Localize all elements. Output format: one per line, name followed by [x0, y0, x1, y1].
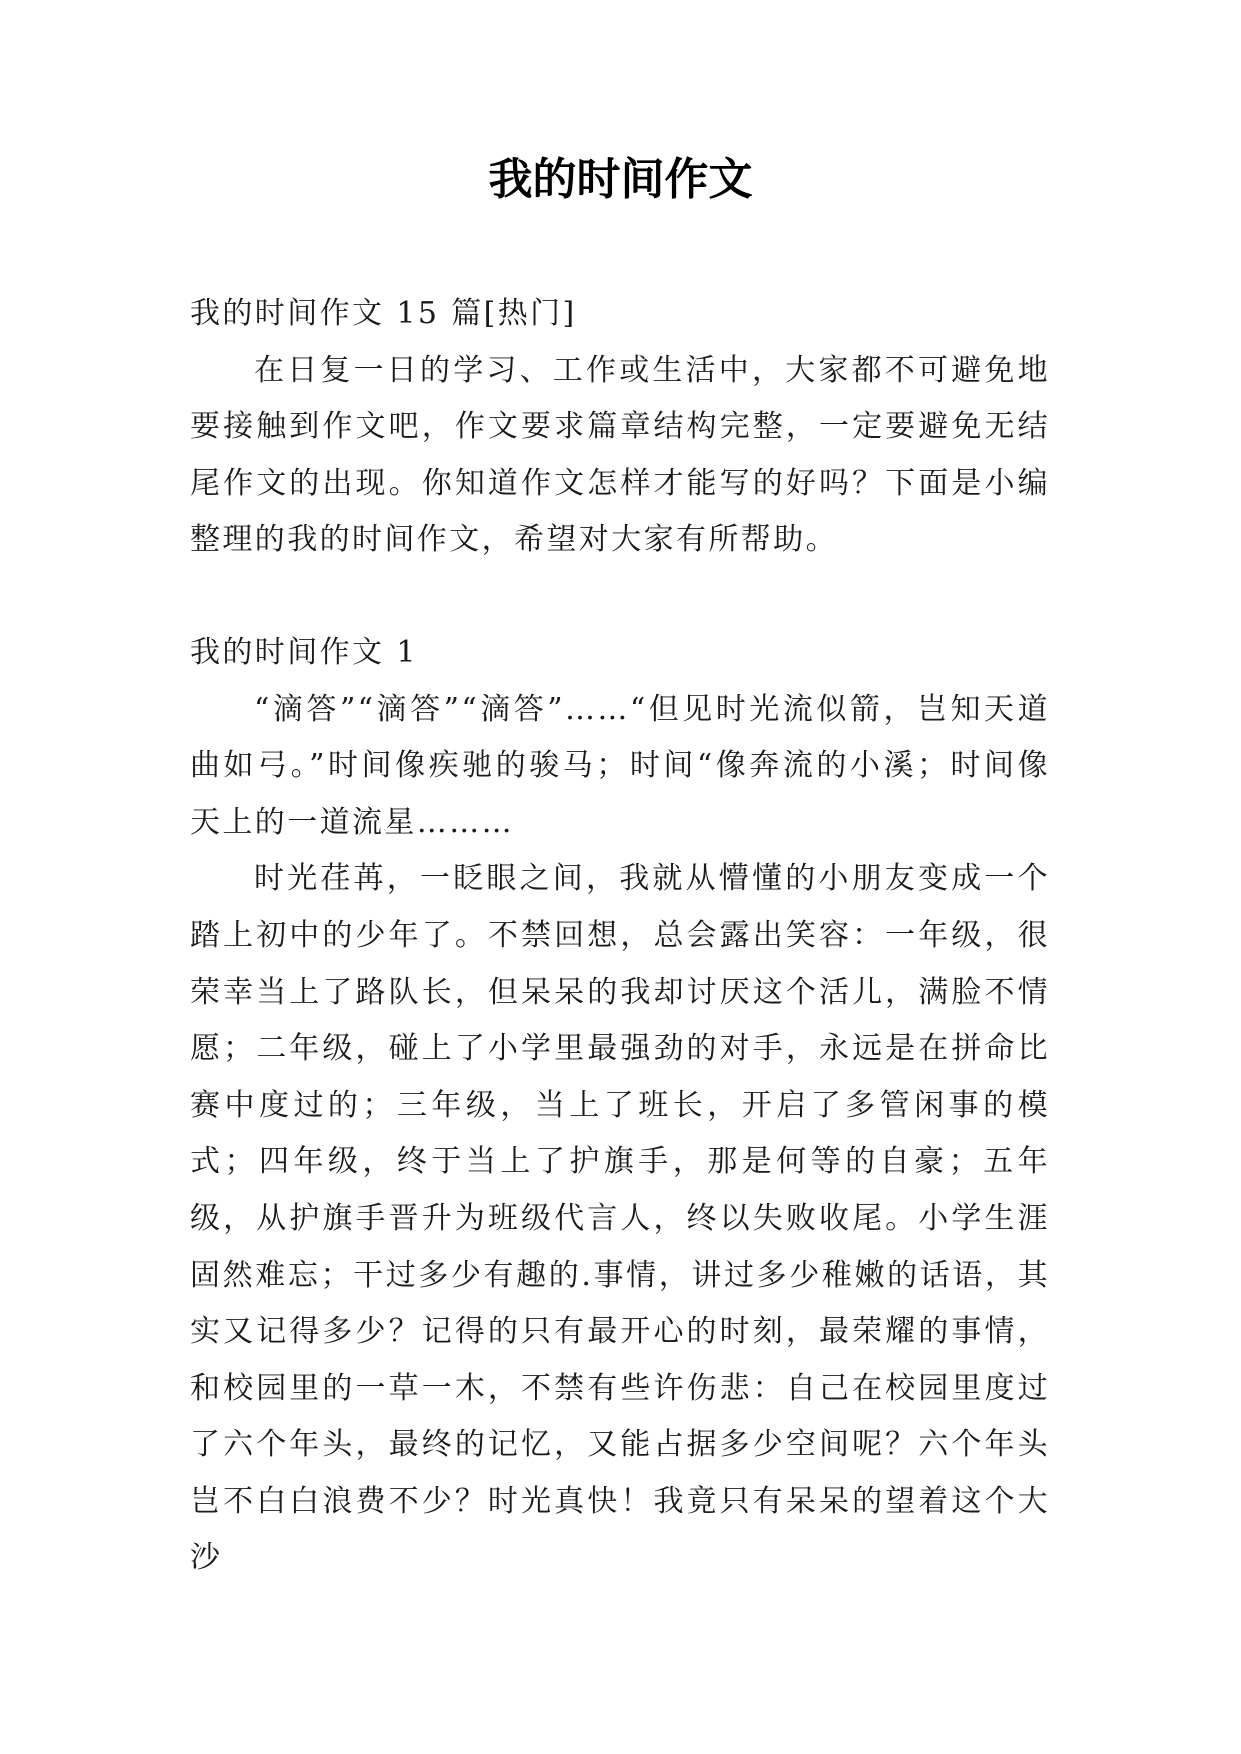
essay-paragraph-2: 时光荏苒，一眨眼之间，我就从懵懂的小朋友变成一个踏上初中的少年了。不禁回想，总会露出笑容：一年级，很荣幸当上了路队长，但呆呆的我却讨厌这个活儿，满脸不情愿；二年级，碰上了小学里最强劲的对手，永远是在拼命比赛中度过的；三年级，当上了班长，开启了多管闲事的模式；四年级，终于当上了护旗手，那是何等的自豪；五年级，从护旗手晋升为班级代言人，终以失败收尾。小学生涯固然难忘；干过多少有趣的.事情，讲过多少稚嫩的话语，其实又记得多少？记得的只有最开心的时刻，最荣耀的事情，和校园里的一草一木，不禁有些许伤悲：自己在校园里度过了六个年头，最终的记忆，又能占据多少空间呢？六个年头岂不白白浪费不少？时光真快！我竟只有呆呆的望着这个大沙 — [190, 861, 1050, 1576]
document-title: 我的时间作文 — [488, 154, 753, 205]
essay-paragraph-1: “滴答”“滴答”“滴答”……“但见时光流似箭，岂知天道曲如弓。”时间像疾驰的骏马；时间“像奔流的小溪；时间像天上的一道流星……… — [190, 691, 1050, 840]
document-body — [190, 286, 1050, 1587]
section-spacer — [190, 569, 1050, 625]
intro-paragraph: 在日复一日的学习、工作或生活中，大家都不可避免地要接触到作文吧，作文要求篇章结构完整，一定要避免无结尾作文的出现。你知道作文怎样才能写的好吗？下面是小编整理的我的时间作文，希望对大家有所帮助。 — [190, 352, 1050, 558]
collection-subtitle: 我的时间作文 15 篇[热门] — [190, 296, 577, 331]
essay-heading: 我的时间作文 1 — [190, 634, 418, 670]
